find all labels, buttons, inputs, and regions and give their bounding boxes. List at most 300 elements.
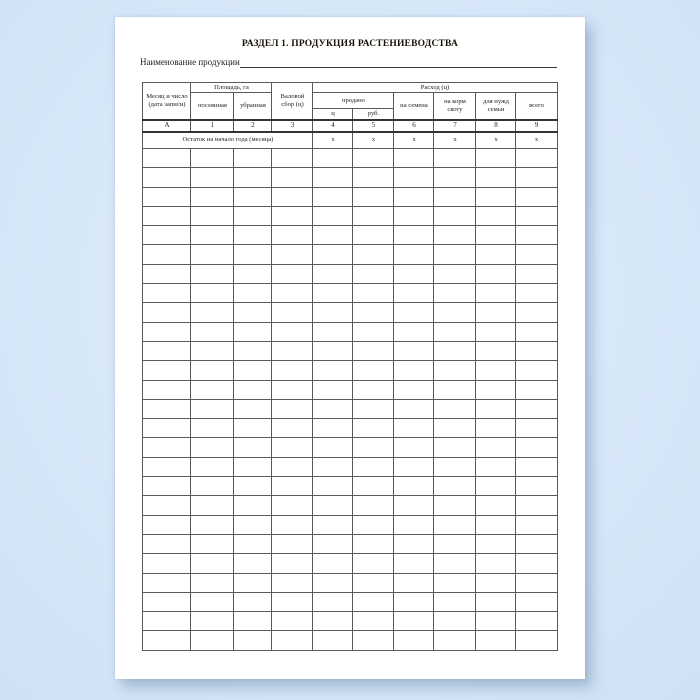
entry-cell (143, 303, 191, 322)
entry-cell (394, 592, 434, 611)
entry-cell (394, 438, 434, 457)
entry-cell (313, 149, 353, 168)
entry-cell (434, 361, 476, 380)
entry-cell (191, 380, 234, 399)
entry-cell (143, 438, 191, 457)
entry-cell (191, 399, 234, 418)
entry-cell (272, 341, 313, 360)
entry-cell (313, 592, 353, 611)
entry-cell (353, 168, 394, 187)
entry-cell (434, 264, 476, 283)
entry-cell (434, 477, 476, 496)
entry-cell (516, 149, 557, 168)
entry-cell (353, 457, 394, 476)
entry-cell (394, 303, 434, 322)
column-index-cell: 4 (313, 120, 353, 132)
entry-cell (516, 380, 557, 399)
entry-cell (434, 496, 476, 515)
entry-cell (272, 322, 313, 341)
entry-cell (434, 534, 476, 553)
entry-cell (313, 554, 353, 573)
opening-balance-row (143, 132, 557, 149)
opening-balance-x-cell: х (353, 132, 394, 149)
entry-cell (394, 380, 434, 399)
entry-cell (353, 554, 394, 573)
entry-cell (516, 534, 557, 553)
entry-cell (516, 631, 557, 650)
entry-cell (434, 438, 476, 457)
entry-cell (272, 380, 313, 399)
entry-cell (313, 380, 353, 399)
entry-cell (516, 573, 557, 592)
product-name-field (240, 57, 557, 68)
entry-cell (434, 592, 476, 611)
entry-cell (234, 477, 272, 496)
entry-cell (272, 515, 313, 534)
entry-cell (143, 477, 191, 496)
column-index-cell: 6 (394, 120, 434, 132)
entry-cell (516, 438, 557, 457)
entry-cell (394, 457, 434, 476)
entry-cell (516, 419, 557, 438)
entry-cell (272, 226, 313, 245)
entry-cell (476, 573, 516, 592)
entry-cell (272, 457, 313, 476)
entry-cell (234, 554, 272, 573)
entry-cell (476, 534, 516, 553)
entry-cell (476, 419, 516, 438)
entry-cell (476, 631, 516, 650)
entry-cell (516, 457, 557, 476)
entry-cell (394, 341, 434, 360)
entry-cell (272, 284, 313, 303)
table-header (143, 83, 557, 132)
entry-cell (191, 496, 234, 515)
section-title: РАЗДЕЛ 1. ПРОДУКЦИЯ РАСТЕНИЕВОДСТВА (241, 39, 459, 49)
entry-cell (234, 515, 272, 534)
col-header-gross-harvest: Валовой сбор (ц) (272, 83, 313, 120)
header-row-1 (143, 83, 557, 93)
entry-cell (191, 264, 234, 283)
entry-cell (143, 612, 191, 631)
entry-cell (191, 457, 234, 476)
entry-cell (143, 264, 191, 283)
entry-cell (353, 187, 394, 206)
entry-cell (272, 168, 313, 187)
entry-cell (476, 477, 516, 496)
entry-cell (234, 341, 272, 360)
entry-cell (191, 206, 234, 225)
entry-cell (353, 496, 394, 515)
entry-cell (313, 457, 353, 476)
entry-cell (434, 149, 476, 168)
entry-cell (434, 631, 476, 650)
entry-cell (272, 361, 313, 380)
entry-cell (434, 245, 476, 264)
entry-cell (234, 496, 272, 515)
entry-cell (353, 149, 394, 168)
column-index-cell: 7 (434, 120, 476, 132)
entry-cell (353, 438, 394, 457)
entry-cell (313, 477, 353, 496)
entry-cell (272, 206, 313, 225)
entry-cell (272, 149, 313, 168)
entry-cell (394, 361, 434, 380)
entry-cell (353, 361, 394, 380)
entry-cell (143, 226, 191, 245)
entry-cell (476, 592, 516, 611)
entry-cell (353, 380, 394, 399)
entry-cell (191, 419, 234, 438)
entry-cell (191, 245, 234, 264)
entry-row (143, 245, 557, 264)
entry-cell (516, 226, 557, 245)
entry-row (143, 341, 557, 360)
entry-cell (272, 419, 313, 438)
entry-cell (234, 631, 272, 650)
entry-cell (272, 399, 313, 418)
column-index-cell: 2 (234, 120, 272, 132)
entry-cell (191, 226, 234, 245)
entry-cell (234, 380, 272, 399)
entry-cell (234, 187, 272, 206)
entry-cell (191, 631, 234, 650)
entry-cell (191, 515, 234, 534)
entry-cell (516, 361, 557, 380)
entry-cell (476, 284, 516, 303)
entry-cell (191, 168, 234, 187)
entry-cell (353, 206, 394, 225)
entry-cell (394, 534, 434, 553)
entry-cell (434, 515, 476, 534)
entry-cell (516, 496, 557, 515)
entry-cell (234, 419, 272, 438)
header-row-2 (143, 93, 557, 109)
entry-cell (143, 515, 191, 534)
entry-cell (394, 226, 434, 245)
entry-cell (516, 187, 557, 206)
entry-cell (272, 573, 313, 592)
entry-cell (234, 322, 272, 341)
entry-cell (313, 226, 353, 245)
entry-row (143, 361, 557, 380)
entry-row (143, 168, 557, 187)
entry-cell (353, 419, 394, 438)
col-header-area-harvested: убранная (234, 93, 272, 120)
entry-cell (353, 534, 394, 553)
col-header-sold-rubles: руб. (353, 109, 394, 120)
entry-cell (476, 149, 516, 168)
entry-cell (394, 322, 434, 341)
entry-cell (191, 361, 234, 380)
entry-cell (353, 612, 394, 631)
entry-cell (394, 496, 434, 515)
col-header-total: всего (516, 93, 557, 120)
entry-cell (434, 284, 476, 303)
entry-cell (313, 573, 353, 592)
entry-cell (516, 264, 557, 283)
entry-cell (476, 187, 516, 206)
entry-row (143, 284, 557, 303)
entry-cell (234, 303, 272, 322)
entry-cell (313, 206, 353, 225)
opening-balance-label: Остаток на начало года (месяца) (143, 132, 313, 149)
entry-row (143, 399, 557, 418)
entry-cell (394, 149, 434, 168)
opening-balance-x-cell: х (476, 132, 516, 149)
entry-cell (434, 573, 476, 592)
entry-cell (394, 419, 434, 438)
entry-cell (353, 477, 394, 496)
column-index-row (143, 120, 557, 132)
col-header-seeds: на семена (394, 93, 434, 120)
entry-cell (434, 380, 476, 399)
entry-row (143, 515, 557, 534)
entry-cell (234, 206, 272, 225)
column-index-cell: 1 (191, 120, 234, 132)
entry-cell (516, 206, 557, 225)
entry-cell (434, 303, 476, 322)
entry-cell (313, 245, 353, 264)
entry-cell (234, 361, 272, 380)
entry-cell (516, 168, 557, 187)
entry-cell (272, 592, 313, 611)
entry-cell (272, 303, 313, 322)
entry-cell (394, 554, 434, 573)
entry-cell (516, 477, 557, 496)
entry-row (143, 534, 557, 553)
entry-cell (143, 631, 191, 650)
entry-cell (313, 631, 353, 650)
entry-cell (516, 341, 557, 360)
table-body (143, 132, 557, 651)
col-header-area-sown: посеянная (191, 93, 234, 120)
opening-balance-x-cell: х (313, 132, 353, 149)
entry-cell (516, 554, 557, 573)
entry-cell (394, 612, 434, 631)
entry-cell (313, 534, 353, 553)
entry-cell (353, 399, 394, 418)
col-header-date: Месяц и число (дата записи) (143, 83, 191, 120)
entry-cell (313, 361, 353, 380)
entry-cell (234, 592, 272, 611)
entry-cell (394, 631, 434, 650)
entry-row (143, 573, 557, 592)
entry-row (143, 477, 557, 496)
entry-cell (234, 245, 272, 264)
entry-cell (434, 206, 476, 225)
entry-cell (434, 554, 476, 573)
entry-row (143, 496, 557, 515)
column-index-cell: 5 (353, 120, 394, 132)
entry-cell (434, 322, 476, 341)
entry-cell (191, 187, 234, 206)
entry-cell (516, 322, 557, 341)
crop-production-table (142, 82, 557, 651)
entry-cell (476, 554, 516, 573)
entry-cell (313, 264, 353, 283)
entry-cell (476, 264, 516, 283)
entry-cell (516, 592, 557, 611)
entry-row (143, 612, 557, 631)
entry-cell (234, 534, 272, 553)
entry-cell (143, 284, 191, 303)
entry-cell (394, 477, 434, 496)
entry-cell (143, 341, 191, 360)
entry-cell (143, 592, 191, 611)
entry-cell (272, 534, 313, 553)
entry-cell (143, 380, 191, 399)
entry-cell (191, 303, 234, 322)
entry-row (143, 187, 557, 206)
entry-cell (143, 496, 191, 515)
entry-cell (143, 534, 191, 553)
entry-cell (434, 226, 476, 245)
entry-cell (272, 438, 313, 457)
entry-cell (313, 187, 353, 206)
entry-row (143, 592, 557, 611)
entry-cell (476, 341, 516, 360)
entry-cell (272, 187, 313, 206)
entry-cell (272, 245, 313, 264)
entry-cell (272, 264, 313, 283)
entry-cell (234, 457, 272, 476)
entry-cell (143, 206, 191, 225)
product-name-line (140, 57, 557, 68)
entry-row (143, 303, 557, 322)
entry-cell (143, 419, 191, 438)
entry-cell (476, 303, 516, 322)
entry-cell (272, 477, 313, 496)
entry-cell (476, 612, 516, 631)
entry-cell (353, 341, 394, 360)
entry-cell (143, 168, 191, 187)
entry-cell (313, 303, 353, 322)
entry-cell (394, 515, 434, 534)
entry-cell (516, 245, 557, 264)
entry-cell (434, 612, 476, 631)
entry-cell (353, 226, 394, 245)
product-name-label: Наименование продукции (140, 57, 240, 67)
entry-cell (143, 361, 191, 380)
entry-cell (191, 477, 234, 496)
entry-cell (516, 612, 557, 631)
col-group-expense: Расход (ц) (313, 83, 557, 93)
opening-balance-x-cell: х (394, 132, 434, 149)
entry-cell (434, 419, 476, 438)
entry-cell (234, 612, 272, 631)
entry-cell (476, 245, 516, 264)
entry-cell (313, 419, 353, 438)
entry-cell (394, 206, 434, 225)
entry-cell (353, 592, 394, 611)
document-page (115, 17, 585, 679)
entry-cell (394, 187, 434, 206)
entry-cell (516, 399, 557, 418)
entry-cell (313, 168, 353, 187)
entry-cell (143, 457, 191, 476)
column-index-cell: 8 (476, 120, 516, 132)
entry-cell (434, 457, 476, 476)
entry-cell (434, 187, 476, 206)
entry-cell (434, 341, 476, 360)
entry-cell (516, 515, 557, 534)
entry-cell (353, 284, 394, 303)
entry-row (143, 226, 557, 245)
entry-cell (476, 399, 516, 418)
entry-cell (272, 612, 313, 631)
entry-cell (272, 631, 313, 650)
entry-cell (191, 554, 234, 573)
entry-cell (143, 187, 191, 206)
entry-cell (394, 264, 434, 283)
entry-cell (476, 322, 516, 341)
entry-cell (313, 399, 353, 418)
entry-row (143, 438, 557, 457)
entry-row (143, 631, 557, 650)
entry-cell (476, 168, 516, 187)
entry-cell (516, 303, 557, 322)
entry-row (143, 149, 557, 168)
entry-cell (434, 399, 476, 418)
entry-cell (234, 399, 272, 418)
entry-cell (234, 284, 272, 303)
entry-cell (272, 496, 313, 515)
entry-cell (313, 496, 353, 515)
entry-cell (191, 612, 234, 631)
entry-cell (143, 149, 191, 168)
entry-cell (191, 284, 234, 303)
entry-cell (516, 284, 557, 303)
entry-cell (476, 361, 516, 380)
entry-cell (272, 554, 313, 573)
column-index-cell: А (143, 120, 191, 132)
entry-cell (394, 245, 434, 264)
entry-cell (476, 438, 516, 457)
entry-cell (191, 438, 234, 457)
entry-cell (143, 399, 191, 418)
entry-row (143, 554, 557, 573)
entry-row (143, 380, 557, 399)
entry-row (143, 322, 557, 341)
opening-balance-x-cell: х (434, 132, 476, 149)
entry-cell (353, 264, 394, 283)
entry-cell (353, 631, 394, 650)
entry-cell (476, 496, 516, 515)
entry-cell (313, 438, 353, 457)
entry-cell (394, 284, 434, 303)
entry-cell (143, 322, 191, 341)
entry-cell (234, 573, 272, 592)
col-header-sold-centners: ц (313, 109, 353, 120)
entry-cell (476, 206, 516, 225)
entry-cell (191, 322, 234, 341)
entry-cell (476, 457, 516, 476)
entry-cell (476, 226, 516, 245)
col-header-livestock: на корм скоту (434, 93, 476, 120)
entry-cell (191, 592, 234, 611)
entry-cell (353, 573, 394, 592)
entry-cell (476, 380, 516, 399)
entry-cell (234, 264, 272, 283)
entry-cell (353, 245, 394, 264)
entry-cell (353, 322, 394, 341)
entry-cell (394, 399, 434, 418)
entry-cell (143, 573, 191, 592)
entry-cell (313, 322, 353, 341)
col-group-sold: продано (313, 93, 394, 109)
entry-cell (313, 284, 353, 303)
